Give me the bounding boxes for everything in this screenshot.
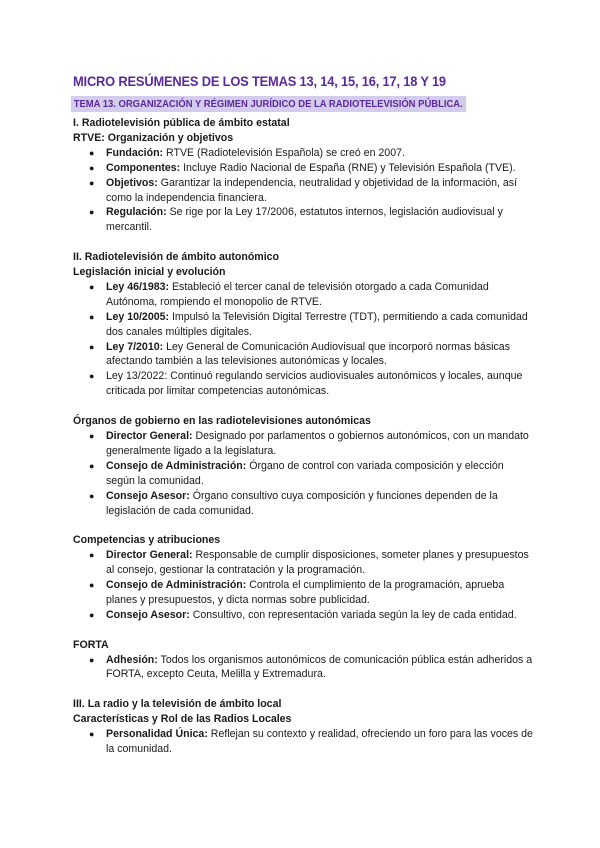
bullet-icon: ● [89, 460, 95, 471]
bullet-icon: ● [89, 654, 95, 665]
document-content [73, 116, 533, 757]
document-title: MICRO RESÚMENES DE LOS TEMAS 13, 14, 15, 16, 17, 18 Y 19 [73, 73, 446, 89]
bullet-icon: ● [89, 490, 95, 501]
list-item: ● Consejo Asesor: Consultivo, con representación variada según la ley de cada entidad. [89, 608, 517, 621]
section-heading: FORTA [73, 638, 109, 651]
list-item: ● Director General: Designado por parlamentos o gobiernos autonómicos, con un mandato generalmente ligado a la legislatura. [89, 430, 529, 457]
list-item: ● Objetivos: Garantizar la independencia, neutralidad y objetividad de la información, así como la independencia financiera. [89, 176, 518, 204]
list-item: ● Fundación: RTVE (Radiotelevisión Española) se creó en 2007. [89, 146, 405, 159]
bullet-icon: ● [89, 207, 95, 218]
list-item: ● Director General: Responsable de cumplir disposiciones, someter planes y presupuestos al consejo, gestionar la contratación y la programación. [89, 549, 529, 577]
bullet-icon: ● [89, 177, 95, 188]
list-item: ● Consejo de Administración: Órgano de control con variada composición y elección según la comunidad. [89, 459, 504, 487]
list-item: ● Consejo Asesor: Órgano consultivo cuya composición y funciones dependen de la legislación de cada comunidad. [89, 489, 498, 517]
list-item: ● Ley 10/2005: Impulsó la Televisión Digital Terrestre (TDT), permitiendo a cada comunidad dos canales múltiples digitales. [89, 310, 528, 338]
list-item: ● Componentes: Incluye Radio Nacional de España (RNE) y Televisión Española (TVE). [89, 161, 516, 174]
section-heading: Órganos de gobierno en las radiotelevisiones autonómicas [73, 415, 371, 428]
list-item: ● Consejo de Administración: Controla el cumplimiento de la programación, aprueba planes y presupuestos, y dicta normas sobre publicidad. [89, 579, 505, 606]
bullet-list [73, 280, 533, 399]
bullet-icon: ● [89, 281, 95, 292]
bullet-icon: ● [89, 580, 95, 591]
section-heading: Competencias y atribuciones [73, 534, 221, 547]
bullet-list [73, 429, 533, 518]
bullet-list [73, 548, 533, 623]
subsection-heading: Legislación inicial y evolución [73, 266, 226, 279]
list-item: ● Ley 13/2022: Continuó regulando servicios audiovisuales autonómicos y locales, aunque criticada por limitar competencias autonómicas. [89, 370, 523, 398]
section-heading: I. Radiotelevisión pública de ámbito estatal [73, 117, 290, 129]
bullet-list [73, 146, 533, 235]
bullet-icon: ● [89, 431, 95, 441]
bullet-icon: ● [89, 162, 95, 173]
list-item: ● Ley 46/1983: Estableció el tercer canal de televisión otorgado a cada Comunidad Autónoma, rompiendo el monopolio de RTVE. [89, 280, 489, 308]
bullet-list [73, 727, 533, 757]
section-heading: II. Radiotelevisión de ámbito autonómico [73, 251, 280, 264]
bullet-icon: ● [89, 341, 95, 352]
list-item: ● Personalidad Única: Reflejan su contexto y realidad, ofreciendo un foro para las voces de la comunidad. [89, 728, 533, 755]
list-item: ● Ley 7/2010: Ley General de Comunicación Audiovisual que incorporó normas básicas afectando también a las televisiones autonómicas y locales. [89, 340, 510, 368]
bullet-icon: ● [89, 550, 95, 561]
subsection-heading: RTVE: Organización y objetivos [73, 131, 234, 144]
bullet-list [73, 653, 533, 683]
bullet-icon: ● [89, 311, 95, 322]
subsection-heading: Características y Rol de las Radios Locales [73, 713, 292, 726]
bullet-icon: ● [89, 147, 95, 158]
bullet-icon: ● [89, 729, 95, 740]
list-item: ● Regulación: Se rige por la Ley 17/2006, estatutos internos, legislación audiovisual y mercantil. [89, 206, 503, 234]
list-item: ● Adhesión: Todos los organismos autonómicos de comunicación pública están adheridos a FORTA, excepto Ceuta, Melilla y Extremadura. [89, 653, 533, 681]
bullet-icon: ● [89, 371, 95, 382]
bullet-icon: ● [89, 609, 95, 620]
topic-title: TEMA 13. ORGANIZACIÓN Y RÉGIMEN JURÍDICO DE LA RADIOTELEVISIÓN PÚBLICA. [71, 96, 466, 112]
section-heading: III. La radio y la televisión de ámbito local [73, 698, 282, 711]
